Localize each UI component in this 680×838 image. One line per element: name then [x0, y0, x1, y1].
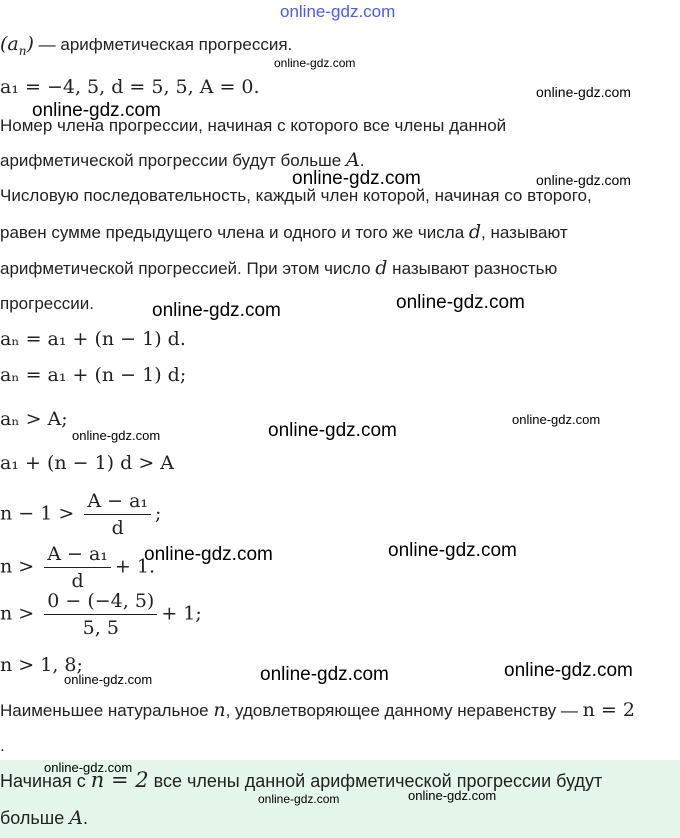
variable-d: d	[468, 221, 482, 243]
formula-fraction-3	[0, 590, 202, 639]
formula-fraction-1-right: ;	[155, 502, 162, 525]
fraction-denominator: d	[71, 570, 84, 592]
answer-text: Начиная с	[0, 771, 91, 791]
formula-inequality: aₙ > A;	[0, 408, 68, 430]
fraction-numerator: A − a₁	[84, 490, 151, 515]
watermark: online-gdz.com	[396, 292, 525, 313]
definition-line-2-end: , называют	[481, 223, 568, 242]
watermark: online-gdz.com	[408, 788, 497, 803]
definition-line-2-text: равен сумме предыдущего члена и одного и того же числа	[0, 223, 469, 242]
watermark: online-gdz.com	[504, 660, 633, 681]
fraction-numerator: 0 − (−4, 5)	[44, 590, 157, 615]
definition-line-3-end: называют разностью	[387, 259, 558, 278]
definition-line-3	[0, 258, 557, 279]
conclusion-dot: .	[0, 736, 5, 755]
conclusion-line	[0, 700, 635, 721]
watermark: online-gdz.com	[388, 540, 517, 561]
question-line-1: Номер члена прогрессии, начиная с которого все члены данной	[0, 116, 507, 135]
formula-general-term-repeat: aₙ = a₁ + (n − 1) d;	[0, 364, 187, 386]
conclusion-text: Наименьшее натуральное	[0, 701, 214, 720]
watermark: online-gdz.com	[274, 56, 356, 70]
formula-result: n > 1, 8;	[0, 654, 83, 676]
fraction	[44, 543, 111, 592]
fraction	[84, 490, 151, 539]
formula-fraction-2-left: n >	[0, 555, 35, 578]
watermark: online-gdz.com	[64, 672, 153, 687]
formula-fraction-2-right: + 1.	[114, 555, 156, 578]
formula-fraction-3-right: + 1;	[161, 602, 202, 625]
given-values: a₁ = −4, 5, d = 5, 5, A = 0.	[0, 76, 260, 98]
watermark: online-gdz.com	[536, 172, 631, 188]
variable-n: n	[213, 699, 226, 721]
question-line-2-end: .	[359, 151, 365, 170]
question-line-2-text: арифметической прогрессии будут больше	[0, 151, 346, 170]
answer-line-2	[0, 808, 88, 828]
fraction-denominator: d	[111, 517, 124, 539]
watermark: online-gdz.com	[72, 428, 161, 443]
formula-fraction-1	[0, 490, 161, 539]
formula-fraction-1-left: n − 1 >	[0, 502, 75, 525]
formula-general-term: aₙ = a₁ + (n − 1) d.	[0, 328, 186, 350]
answer-value: n = 2	[90, 768, 149, 792]
watermark: online-gdz.com	[512, 412, 601, 427]
watermark: online-gdz.com	[536, 84, 631, 100]
watermark: online-gdz.com	[152, 300, 281, 321]
formula-fraction-2	[0, 543, 155, 592]
answer-text-2: все члены данной арифметической прогрессии будут	[148, 771, 603, 791]
progression-text: — арифметическая прогрессия.	[38, 35, 293, 54]
watermark: online-gdz.com	[268, 420, 397, 441]
fraction	[44, 590, 157, 639]
watermark: online-gdz.com	[144, 544, 273, 565]
variable-d: d	[375, 257, 388, 279]
fraction-denominator: 5, 5	[82, 617, 119, 639]
formula-substituted: a₁ + (n − 1) d > A	[0, 452, 175, 474]
variable-a: A	[69, 807, 83, 829]
formula-fraction-3-left: n >	[0, 602, 35, 625]
conclusion-text-2: , удовлетворяющее данному неравенству —	[225, 701, 583, 720]
watermark: online-gdz.com	[260, 664, 389, 685]
watermark: online-gdz.com	[292, 168, 421, 189]
definition-line-2	[0, 222, 568, 243]
watermark: online-gdz.com	[32, 100, 161, 121]
definition-line-1: Числовую последовательность, каждый член которой, начиная со второго,	[0, 186, 592, 205]
definition-line-3-text: арифметической прогрессией. При этом число	[0, 259, 376, 278]
conclusion-value: n = 2	[582, 699, 635, 721]
definition-line-4: прогрессии.	[0, 294, 94, 313]
fraction-numerator: A − a₁	[44, 543, 111, 568]
answer-line-2-end: .	[83, 808, 89, 828]
variable-a: A	[345, 149, 360, 171]
watermark: online-gdz.com	[44, 760, 133, 775]
progression-definition-line	[0, 34, 292, 61]
watermark: online-gdz.com	[258, 792, 340, 806]
answer-line-2-text: больше	[0, 808, 70, 828]
sequence-symbol: $(a_n)$	[0, 33, 34, 58]
watermark-top: online-gdz.com	[280, 2, 396, 21]
